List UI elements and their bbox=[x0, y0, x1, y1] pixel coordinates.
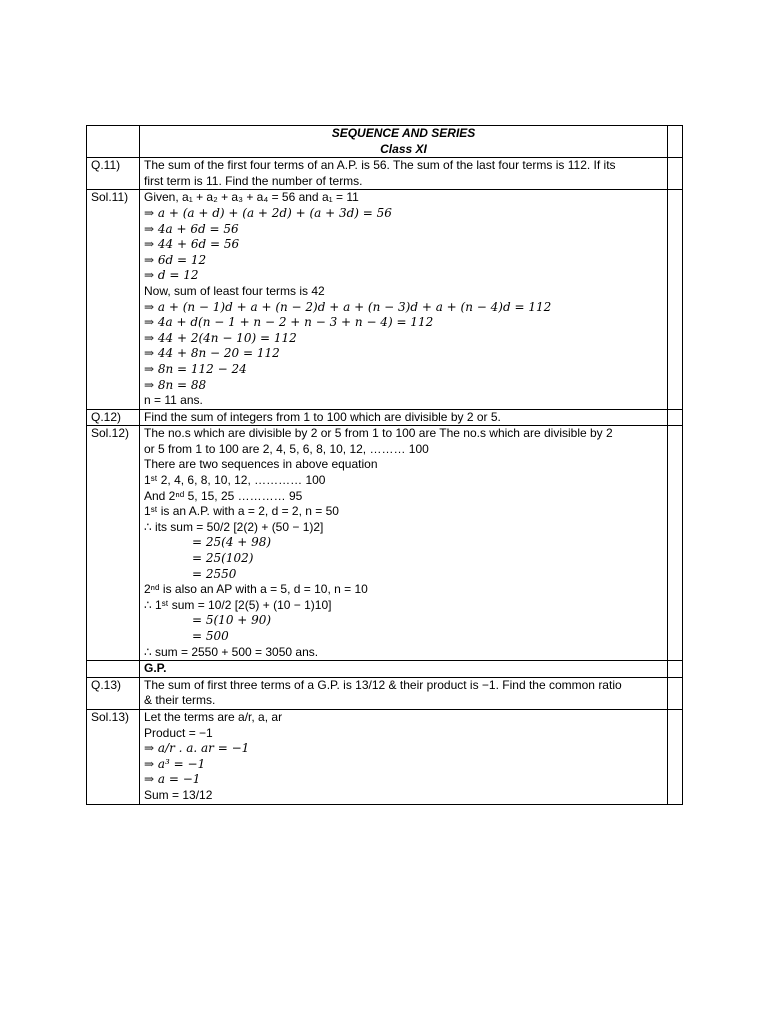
section-row-gp bbox=[87, 661, 683, 678]
question-row-11 bbox=[87, 158, 683, 190]
question-label: Q.12) bbox=[87, 409, 140, 426]
solution-text: The no.s which are divisible by 2 or 5 from 1 to 100 are The no.s which are divisible by 2 or 5 from 1 to 100 are 2, 4, 5, 6, 8, 10, 12, ……… 100 There are two sequences in above equation 1ˢᵗ 2, 4, 6, 8, 10, 12, ………… 100 And 2ⁿᵈ 5, 15, 25 ………… 95 1ˢᵗ is an A.P. with a = 2, d = 2, n = 50 ∴ its sum = 50/2 [2(2) + (50 − 1)2] = 25(4 + 98) = 25(102) = 2550 2ⁿᵈ is also an AP with a = 5, d = 10, n = 10 ∴ 1ˢᵗ sum = 10/2 [2(5) + (10 − 1)10] = 5(10 + 90) = 500 ∴ sum = 2550 + 500 = 3050 ans. bbox=[140, 426, 668, 661]
solution-text: Let the terms are a/r, a, ar Product = −1 ⇒ a/r . a. ar = −1 ⇒ a³ = −1 ⇒ a = −1 Sum = 13/12 bbox=[140, 709, 668, 804]
class-label: Class XI bbox=[380, 141, 427, 156]
solution-label: Sol.11) bbox=[87, 190, 140, 409]
question-label: Q.13) bbox=[87, 677, 140, 709]
solution-text: Given, a₁ + a₂ + a₃ + a₄ = 56 and a₁ = 11 ⇒ a + (a + d) + (a + 2d) + (a + 3d) = 56 ⇒ 4a + 6d = 56 ⇒ 44 + 6d = 56 ⇒ 6d = 12 ⇒ d = 12 Now, sum of least four terms is 42 ⇒ a + (n − 1)d + a + (n − 2)d + a + (n − 3)d + a + (n − 4)d = 112 ⇒ 4a + d(n − 1 + n − 2 + n − 3 + n − 4) = 112 ⇒ 44 + 2(4n − 10) = 112 ⇒ 44 + 8n − 20 = 112 ⇒ 8n = 112 − 24 ⇒ 8n = 88 n = 11 ans. bbox=[140, 190, 668, 409]
section-title: G.P. bbox=[140, 661, 668, 678]
solution-label: Sol.12) bbox=[87, 426, 140, 661]
worksheet bbox=[86, 125, 682, 805]
solution-row-12 bbox=[87, 426, 683, 661]
question-text: Find the sum of integers from 1 to 100 which are divisible by 2 or 5. bbox=[140, 409, 668, 426]
solution-row-11 bbox=[87, 190, 683, 409]
question-table bbox=[86, 125, 683, 805]
header-cell bbox=[140, 126, 668, 158]
question-text: The sum of first three terms of a G.P. is 13/12 & their product is −1. Find the common ratio & their terms. bbox=[140, 677, 668, 709]
solution-row-13 bbox=[87, 709, 683, 804]
header-row bbox=[87, 126, 683, 158]
solution-label: Sol.13) bbox=[87, 709, 140, 804]
question-row-12 bbox=[87, 409, 683, 426]
question-row-13 bbox=[87, 677, 683, 709]
page-title: SEQUENCE AND SERIES bbox=[331, 126, 476, 140]
question-text: The sum of the first four terms of an A.P. is 56. The sum of the last four terms is 112. If its first term is 11. Find the number of terms. bbox=[140, 158, 668, 190]
question-label: Q.11) bbox=[87, 158, 140, 190]
